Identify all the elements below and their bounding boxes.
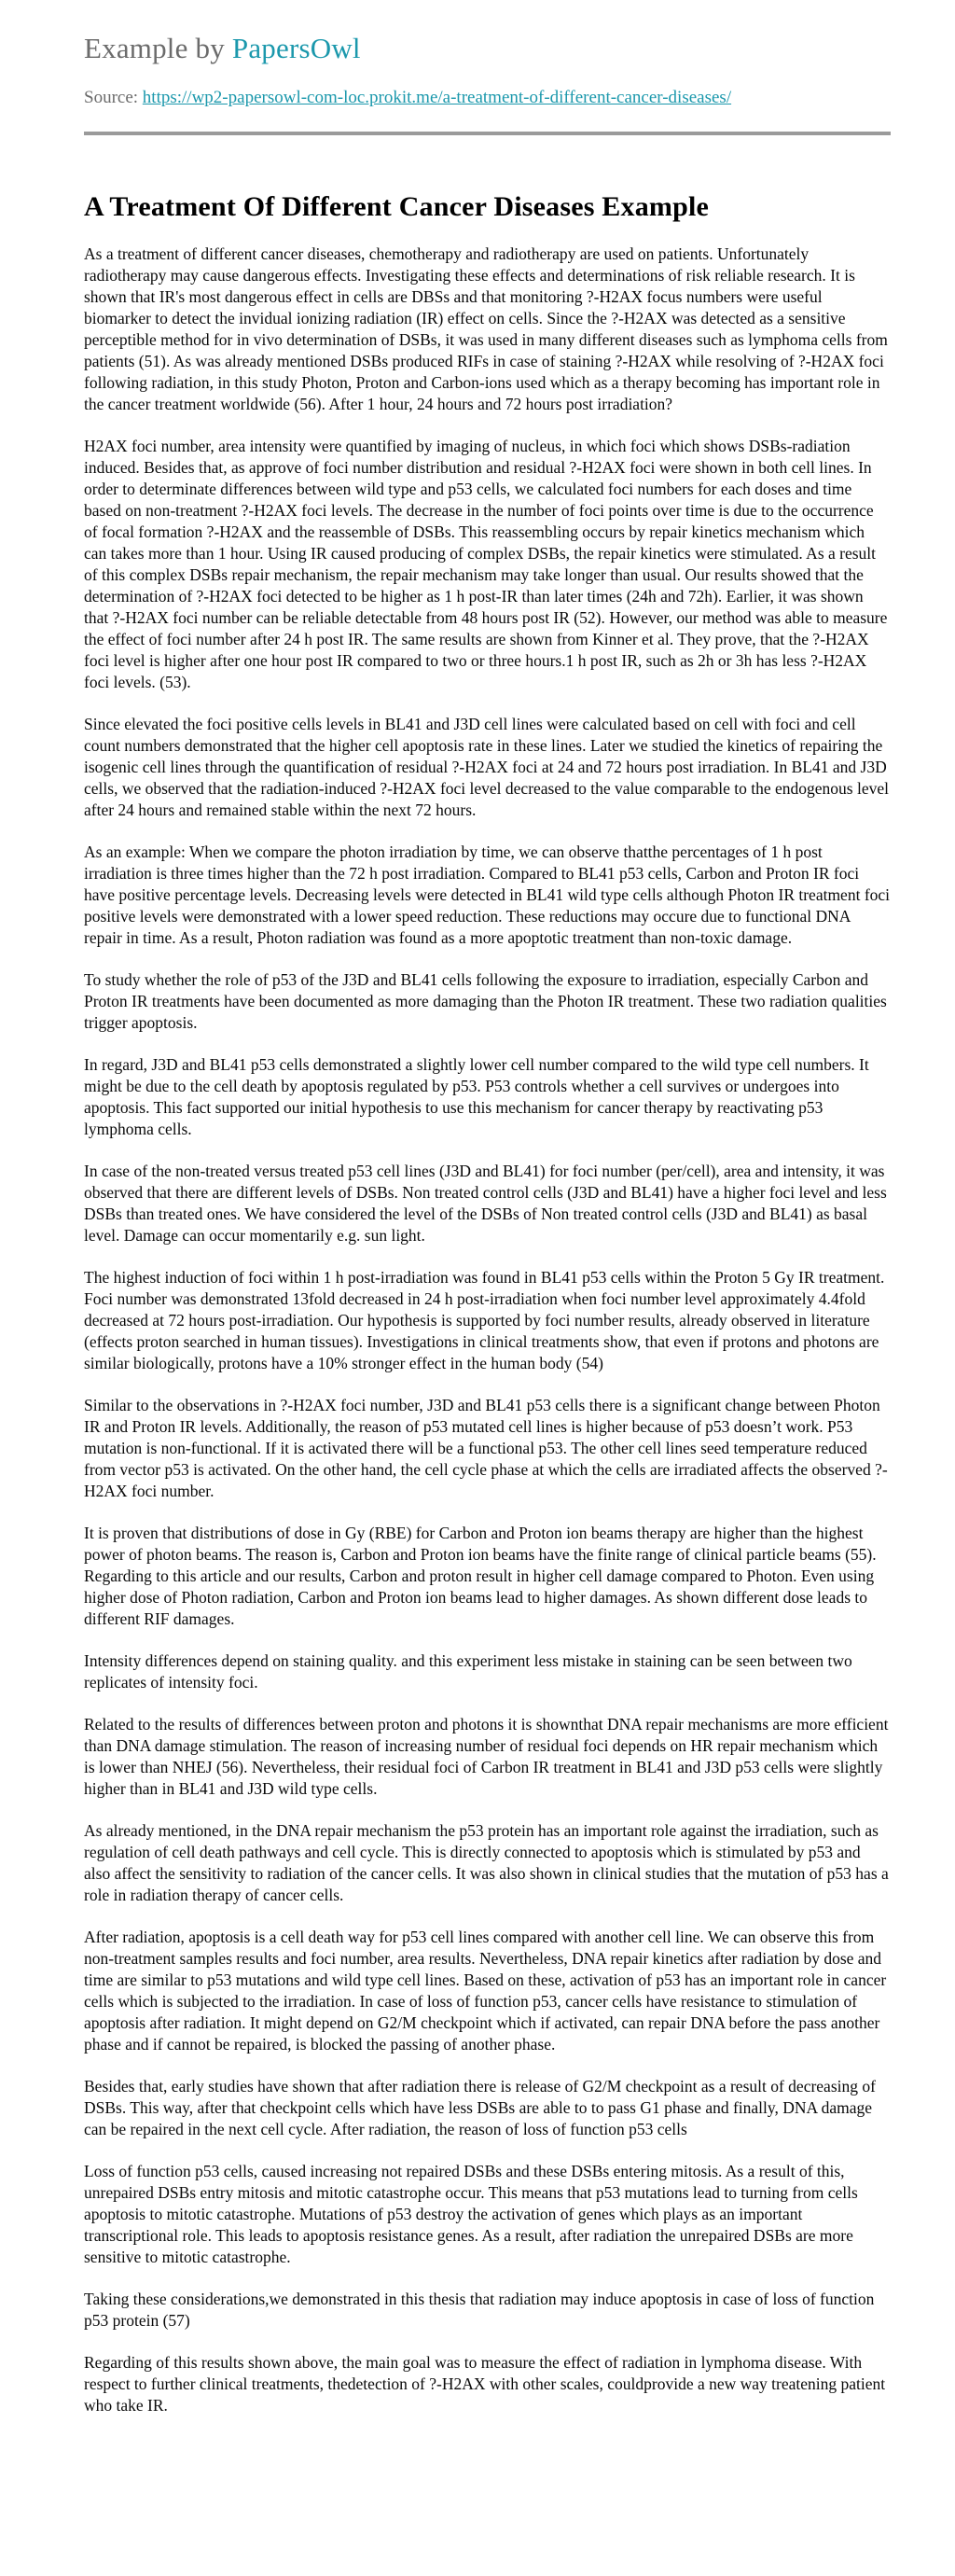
paragraph: Regarding of this results shown above, the main goal was to measure the effect of radiation in lymphoma disease. With respect to further clinical treatments, thedetection of ?-H2AX with other scales, couldprovide a new way treatening patient who take IR. — [84, 2353, 886, 2415]
source-url-link[interactable]: https://wp2-papersowl-com-loc.prokit.me/a-treatment-of-different-cancer-diseases/ — [142, 88, 732, 107]
source-label: Source: — [84, 88, 139, 107]
paragraph: In regard, J3D and BL41 p53 cells demonstrated a slightly lower cell number compared to the wild type cell numbers. It might be due to the cell death by apoptosis regulated by p53. P53 controls whether a cell survives or undergoes into apoptosis. This fact supported our initial hypothesis to use this mechanism for cancer therapy by reactivating p53 lymphoma cells. — [84, 1055, 869, 1138]
paragraph: The highest induction of foci within 1 h post-irradiation was found in BL41 p53 cells within the Proton 5 Gy IR treatment. Foci number was demonstrated 13fold decreased in 24 h post-irradiation when foci number level approximately 4.4fold decreased at 72 hours post-irradiation. Our hypothesis is supported by foci number results, already observed in literature (effects proton searched in human tissues). Investigations in clinical treatments show, that even if protons and photons are similar biologically, protons have a 10% stronger effect in the human body (54) — [84, 1268, 885, 1372]
paragraph: Loss of function p53 cells, caused increasing not repaired DSBs and these DSBs entering mitosis. As a result of this, unrepaired DSBs entry mitosis and mitotic catastrophe occur. This means that p53 mutations lead to turning from cells apoptosis to mitotic catastrophe. Mutations of p53 destroy the activation of genes which plays as an important transcriptional role. This leads to apoptosis resistance genes. As a result, after radiation the unrepaired DSBs are more sensitive to mitotic catastrophe. — [84, 2162, 858, 2266]
paragraph: Related to the results of differences between proton and photons it is shownthat DNA repair mechanisms are more efficient than DNA damage stimulation. The reason of increasing number of residual foci depends on HR repair mechanism which is lower than NHEJ (56). Nevertheless, their residual foci of Carbon IR treatment in BL41 and J3D p53 cells were slightly higher than in BL41 and J3D wild type cells. — [84, 1715, 889, 1798]
source-line — [84, 88, 891, 108]
paragraph: Taking these considerations,we demonstrated in this thesis that radiation may induce apoptosis in case of loss of function p53 protein (57) — [84, 2290, 875, 2330]
paragraph: Intensity differences depend on staining quality. and this experiment less mistake in staining can be seen between two replicates of intensity foci. — [84, 1651, 852, 1692]
page-header — [84, 32, 891, 65]
papersowl-brand-link[interactable]: PapersOwl — [231, 32, 361, 64]
paragraph: As already mentioned, in the DNA repair mechanism the p53 protein has an important role against the irradiation, such as regulation of cell death pathways and cell cycle. This is directly connected to apoptosis which is stimulated by p53 and also affect the sensitivity to radiation of the cancer cells. It was also shown in clinical studies that the mutation of p53 has a role in radiation therapy of cancer cells. — [84, 1821, 889, 1904]
paragraph: As a treatment of different cancer diseases, chemotherapy and radiotherapy are used on patients. Unfortunately radiotherapy may cause dangerous effects. Investigating these effects and determinations of risk reliable research. It is shown that IR's most dangerous effect in cells are DBSs and that monitoring ?-H2AX focus numbers were useful biomarker to detect the invidual ionizing radiation (IR) effect on cells. Since the ?-H2AX was detected as a sensitive perceptible method for in vivo determination of DSBs, it was used in many different diseases such as lymphoma cells from patients (51). As was already mentioned DSBs produced RIFs in case of staining ?-H2AX while resolving of ?-H2AX foci following radiation, in this study Photon, Proton and Carbon-ions used which as a therapy becoming has important role in the cancer treatment worldwide (56). After 1 hour, 24 hours and 72 hours post irradiation? — [84, 244, 888, 413]
paragraph: Similar to the observations in ?-H2AX foci number, J3D and BL41 p53 cells there is a significant change between Photon IR and Proton IR levels. Additionally, the reason of p53 mutated cell lines is higher because of p53 doesn’t work. P53 mutation is non-functional. If it is activated there will be a functional p53. The other cell lines seed temperature reduced from vector p53 is activated. On the other hand, the cell cycle phase at which the cells are irradiated affects the observed ?-H2AX foci number. — [84, 1396, 888, 1500]
paragraph: As an example: When we compare the photon irradiation by time, we can observe thatthe percentages of 1 h post irradiation is three times higher than the 72 h post irradiation. Compared to BL41 p53 cells, Carbon and Proton IR foci have positive percentage levels. Decreasing levels were detected in BL41 wild type cells although Photon IR treatment foci positive levels were demonstrated with a lower speed reduction. These reductions may occure due to functional DNA repair in time. As a result, Photon radiation was found as a more apoptotic treatment than non-toxic damage. — [84, 842, 891, 947]
paragraph: Since elevated the foci positive cells levels in BL41 and J3D cell lines were calculated based on cell with foci and cell count numbers demonstrated that the higher cell apoptosis rate in these lines. Later we studied the kinetics of repairing the isogenic cell lines through the quantification of residual ?-H2AX foci at 24 and 72 hours post irradiation. In BL41 and J3D cells, we observed that the radiation-induced ?-H2AX foci level decreased to the value comparable to the endogenous level after 24 hours and remained stable within the next 72 hours. — [84, 715, 889, 819]
paragraph: H2AX foci number, area intensity were quantified by imaging of nucleus, in which foci which shows DSBs-radiation induced. Besides that, as approve of foci number distribution and residual ?-H2AX foci were shown in both cell lines. In order to determinate differences between wild type and p53 cells, we calculated foci numbers for each doses and time based on non-treatment ?-H2AX foci levels. The decrease in the number of foci points over time is due to the occurrence of focal formation ?-H2AX and the reassemble of DSBs. This reassembling occurs by repair kinetics mechanism which can takes more than 1 hour. Using IR caused producing of complex DSBs, the repair kinetics were stimulated. As a result of this complex DSBs repair mechanism, the repair mechanism may take longer than usual. Our results showed that the determination of ?-H2AX foci detected to be higher as 1 h post-IR than later times (24h and 72h). Earlier, it was shown that ?-H2AX foci number can be reliable detectable from 48 hours post IR (52). However, our method was able to measure the effect of foci number after 24 h post IR. The same results are shown from Kinner et al. They prove, that the ?-H2AX foci level is higher after one hour post IR compared to two or three hours.1 h post IR, such as 2h or 3h has less ?-H2AX foci levels. (53). — [84, 437, 888, 691]
header-divider — [84, 132, 891, 135]
paragraph: To study whether the role of p53 of the J3D and BL41 cells following the exposure to irradiation, especially Carbon and Proton IR treatments have been documented as more damaging than the Photon IR treatment. These two radiation qualities trigger apoptosis. — [84, 970, 887, 1032]
header-prefix: Example by — [84, 32, 232, 64]
paragraph: Besides that, early studies have shown that after radiation there is release of G2/M checkpoint as a result of decreasing of DSBs. This way, after that checkpoint cells which have less DSBs are able to to pass G1 phase and finally, DNA damage can be repaired in the next cell cycle. After radiation, the reason of loss of function p53 cells — [84, 2077, 876, 2138]
paragraph: After radiation, apoptosis is a cell death way for p53 cell lines compared with another cell line. We can observe this from non-treatment samples results and foci number, area results. Nevertheless, DNA repair kinetics after radiation by dose and time are similar to p53 mutations and wild type cell lines. Based on these, activation of p53 has an important role in cancer cells which is subjected to the irradiation. In case of loss of function p53, cancer cells have resistance to stimulation of apoptosis after radiation. It might depend on G2/M checkpoint which if activated, can repair DNA before the pass another phase and if cannot be repaired, is blocked the passing of another phase. — [84, 1928, 887, 2054]
paragraph: It is proven that distributions of dose in Gy (RBE) for Carbon and Proton ion beams therapy are higher than the highest power of photon beams. The reason is, Carbon and Proton ion beams have the finite range of clinical particle beams (55). Regarding to this article and our results, Carbon and proton result in higher cell damage compared to Photon. Even using higher dose of Photon radiation, Carbon and Proton ion beams lead to higher damages. As shown different dose leads to different RIF damages. — [84, 1524, 877, 1628]
paragraph: In case of the non-treated versus treated p53 cell lines (J3D and BL41) for foci number (per/cell), area and intensity, it was observed that there are different levels of DSBs. Non treated control cells (J3D and BL41) have a higher foci level and less DSBs than treated ones. We have considered the level of the DSBs of Non treated control cells (J3D and BL41) as basal level. Damage can occur momentarily e.g. sun light. — [84, 1162, 887, 1245]
article-title: A Treatment Of Different Cancer Diseases Example — [84, 191, 710, 222]
